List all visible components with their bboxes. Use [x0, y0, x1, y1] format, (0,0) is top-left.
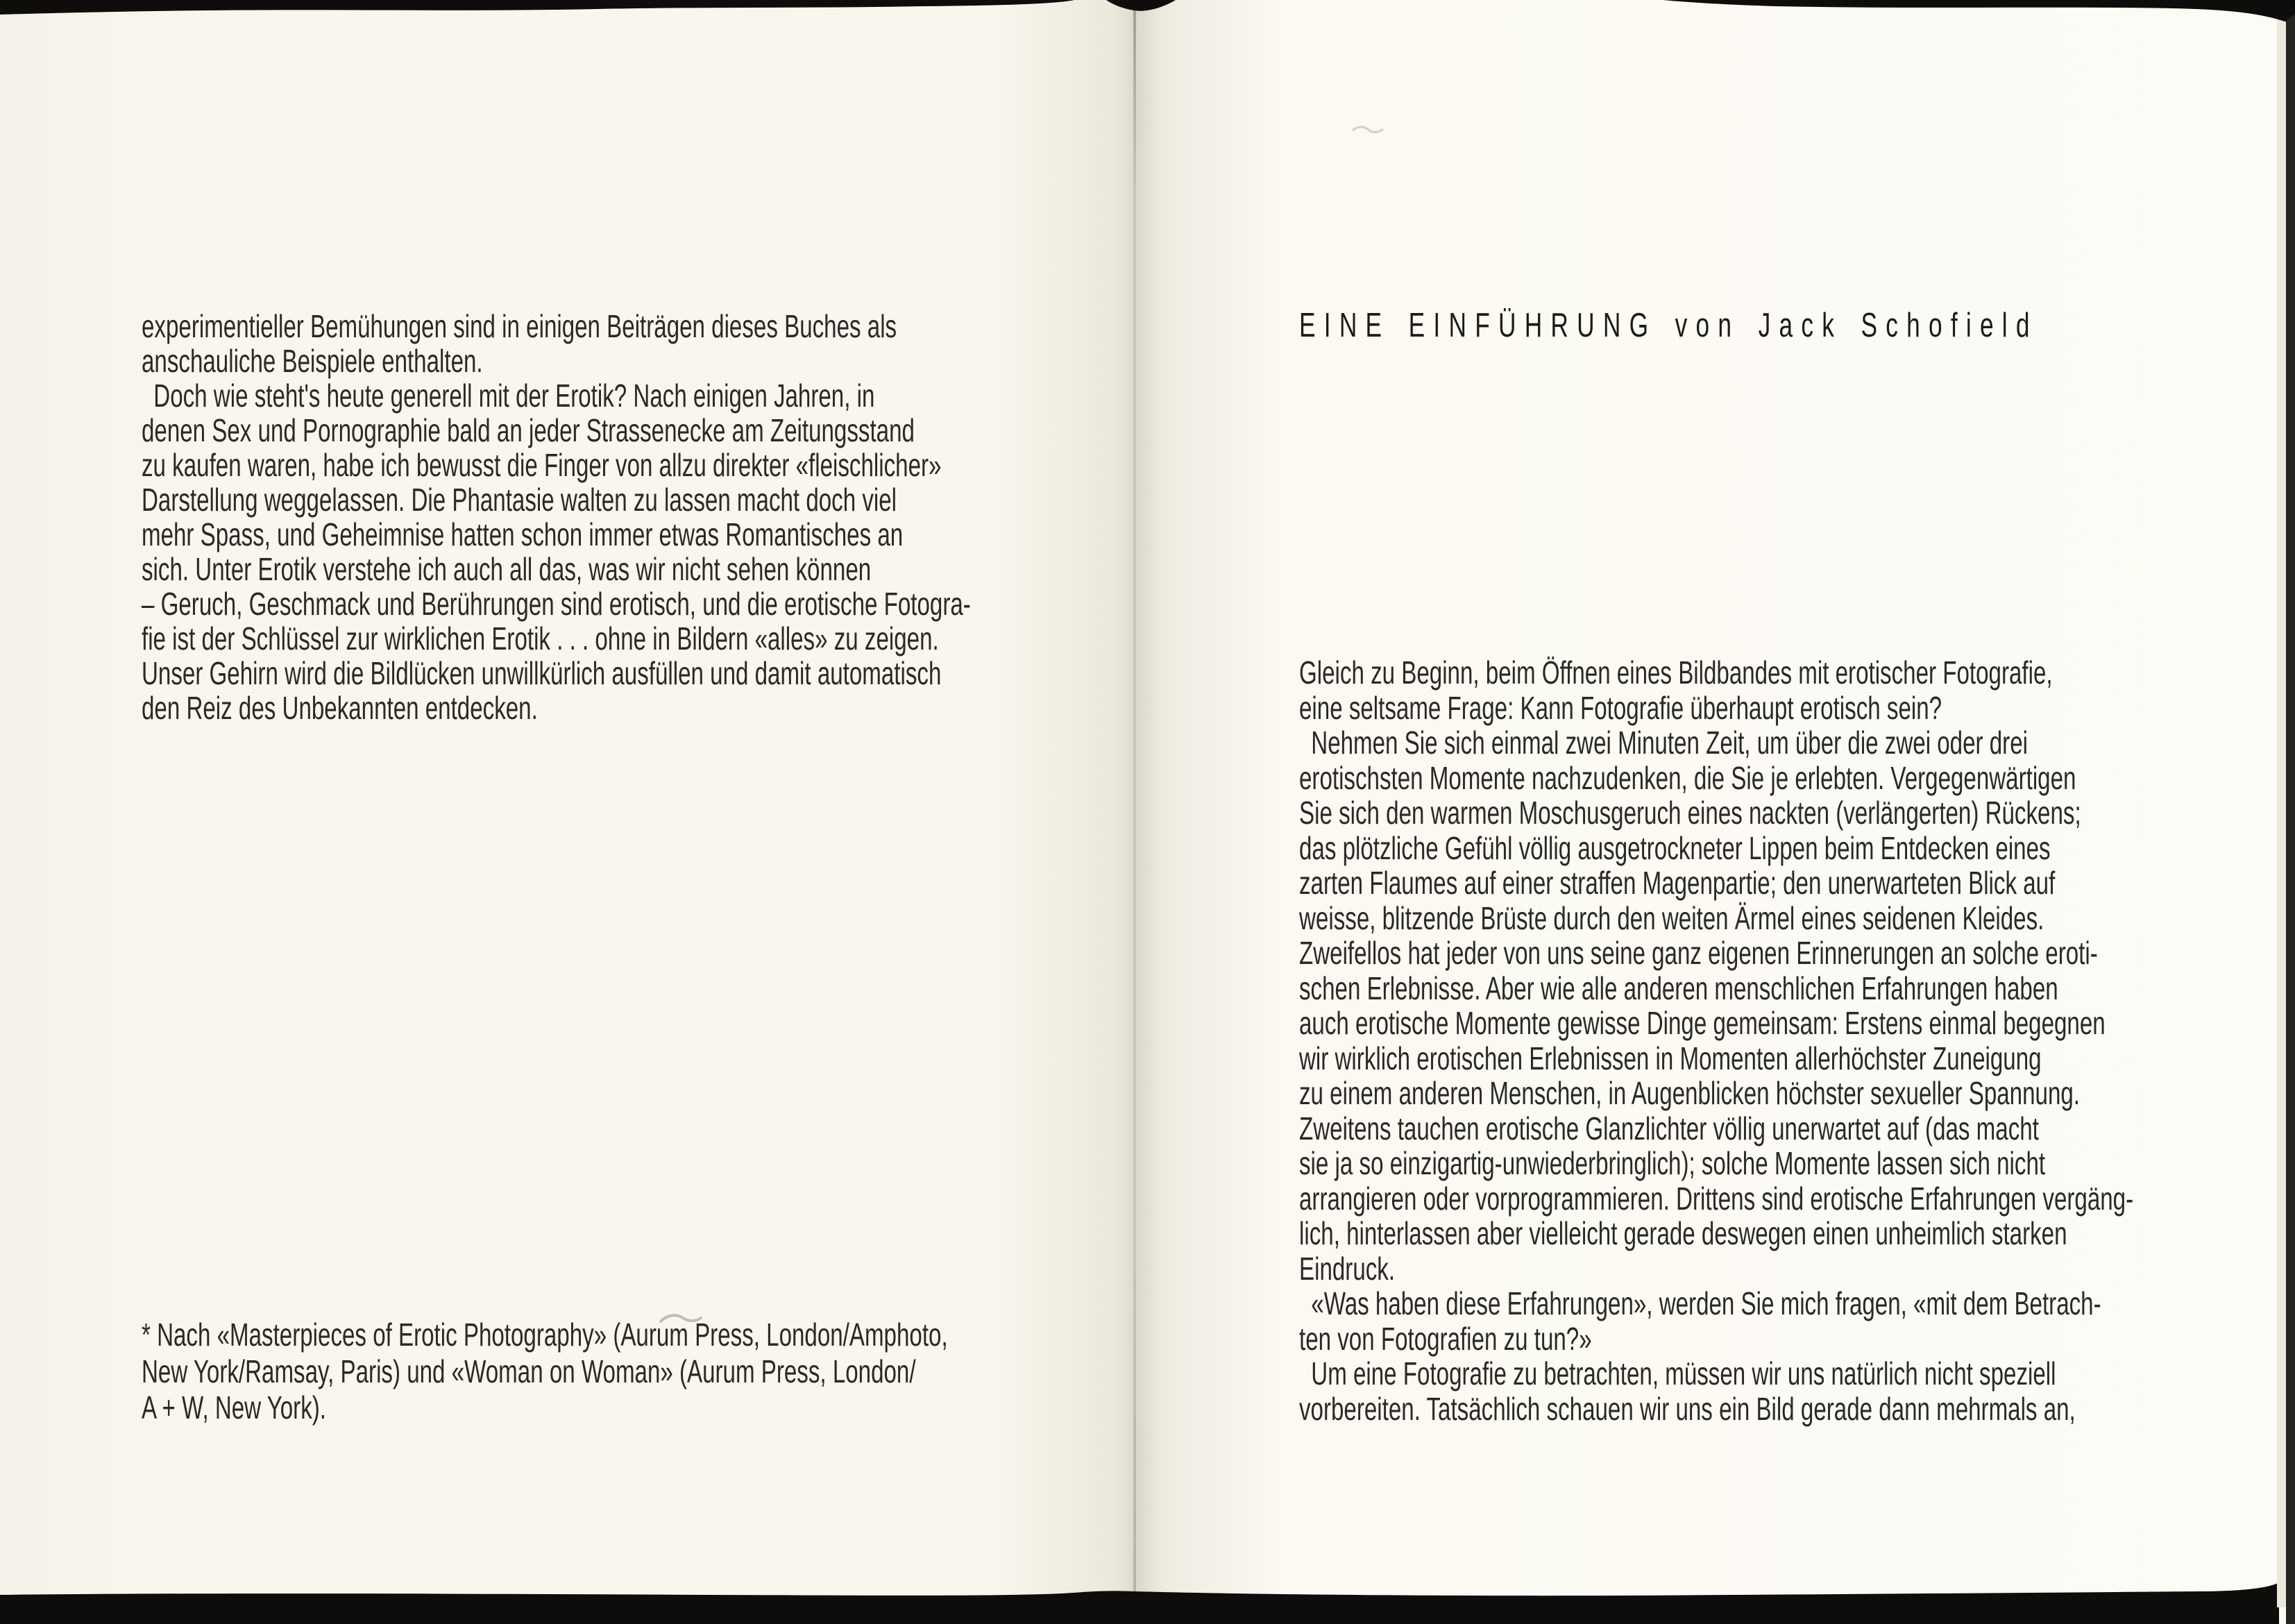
text-line: eine seltsame Frage: Kann Fotografie überhaupt erotisch sein? — [1299, 689, 1942, 726]
right-page — [1137, 0, 2295, 1624]
footnote — [142, 1317, 948, 1426]
text-line: auch erotische Momente gewisse Dinge gemeinsam: Erstens einmal begegnen — [1299, 1005, 2106, 1041]
footnote-line: A + W, New York). — [142, 1389, 326, 1426]
text-line: Gleich zu Beginn, beim Öffnen eines Bildbandes mit erotischer Fotografie, — [1299, 654, 2053, 691]
text-line: Darstellung weggelassen. Die Phantasie walten zu lassen macht doch viel — [142, 482, 897, 518]
text-line: erotischsten Momente nachzudenken, die Sie je erlebten. Vergegenwärtigen — [1299, 759, 2076, 796]
text-line: arrangieren oder vorprogrammieren. Drittens sind erotische Erfahrungen vergäng- — [1299, 1180, 2134, 1217]
text-line: wir wirklich erotischen Erlebnissen in Momenten allerhöchster Zuneigung — [1299, 1040, 2042, 1076]
chapter-title: EINE EINFÜHRUNG von Jack Schofield — [1299, 307, 2038, 344]
text-line: – Geruch, Geschmack und Berührungen sind erotisch, und die erotische Fotogra- — [142, 586, 971, 622]
text-line: zarten Flaumes auf einer straffen Magenpartie; den unerwarteten Blick auf — [1299, 865, 2056, 901]
text-line: zu einem anderen Menschen, in Augenblicken höchster sexueller Spannung. — [1299, 1075, 2080, 1111]
text-line: Sie sich den warmen Moschusgeruch eines nackten (verlängerten) Rückens; — [1299, 795, 2081, 831]
text-line: fie ist der Schlüssel zur wirklichen Erotik . . . ohne in Bildern «alles» zu zeigen. — [142, 620, 939, 657]
text-line: anschauliche Beispiele enthalten. — [142, 343, 483, 379]
text-line: Doch wie steht's heute generell mit der Erotik? Nach einigen Jahren, in — [153, 378, 875, 414]
text-line: Unser Gehirn wird die Bildlücken unwillkürlich ausfüllen und damit automatisch — [142, 655, 942, 691]
text-line: zu kaufen waren, habe ich bewusst die Finger von allzu direkter «fleischlicher» — [142, 447, 942, 483]
text-line: Zweitens tauchen erotische Glanzlichter völlig unerwartet auf (das macht — [1299, 1110, 2039, 1147]
text-line: weisse, blitzende Brüste durch den weiten Ärmel eines seidenen Kleides. — [1299, 899, 2044, 936]
text-line: lich, hinterlassen aber vielleicht gerade deswegen einen unheimlich starken — [1299, 1215, 2067, 1251]
footnote-line: New York/Ramsay, Paris) und «Woman on Woman» (Aurum Press, London/ — [142, 1353, 916, 1389]
text-line: Eindruck. — [1299, 1250, 1396, 1287]
text-line: sich. Unter Erotik verstehe ich auch all das, was wir nicht sehen können — [142, 551, 872, 587]
right-page-body-text — [1299, 655, 2133, 1426]
text-line: Nehmen Sie sich einmal zwei Minuten Zeit, um über die zwei oder drei — [1311, 725, 2028, 761]
text-line: schen Erlebnisse. Aber wie alle anderen menschlichen Erfahrungen haben — [1299, 970, 2058, 1006]
text-line: sie ja so einzigartig-unwiederbringlich); solche Momente lassen sich nicht — [1299, 1145, 2046, 1181]
text-line: mehr Spass, und Geheimnise hatten schon immer etwas Romantisches an — [142, 516, 904, 552]
footnote-line: * Nach «Masterpieces of Erotic Photography» (Aurum Press, London/Amphoto, — [142, 1317, 948, 1353]
text-line: Zweifellos hat jeder von uns seine ganz eigenen Erinnerungen an solche eroti- — [1299, 935, 2098, 971]
text-line: Um eine Fotografie zu betrachten, müssen wir uns natürlich nicht speziell — [1311, 1355, 2056, 1392]
text-line: denen Sex und Pornographie bald an jeder Strassenecke am Zeitungsstand — [142, 412, 915, 448]
text-line: experimentieller Bemühungen sind in einigen Beiträgen dieses Buches als — [142, 308, 897, 344]
left-page — [0, 0, 1137, 1624]
text-line: «Was haben diese Erfahrungen», werden Sie mich fragen, «mit dem Betrach- — [1311, 1285, 2101, 1321]
text-line: den Reiz des Unbekannten entdecken. — [142, 690, 538, 726]
text-line: das plötzliche Gefühl völlig ausgetrockneter Lippen beim Entdecken eines — [1299, 829, 2051, 866]
text-line: vorbereiten. Tatsächlich schauen wir uns ein Bild gerade dann mehrmals an, — [1299, 1390, 2076, 1427]
text-line: ten von Fotografien zu tun?» — [1299, 1320, 1592, 1357]
left-page-body-text — [142, 309, 971, 725]
